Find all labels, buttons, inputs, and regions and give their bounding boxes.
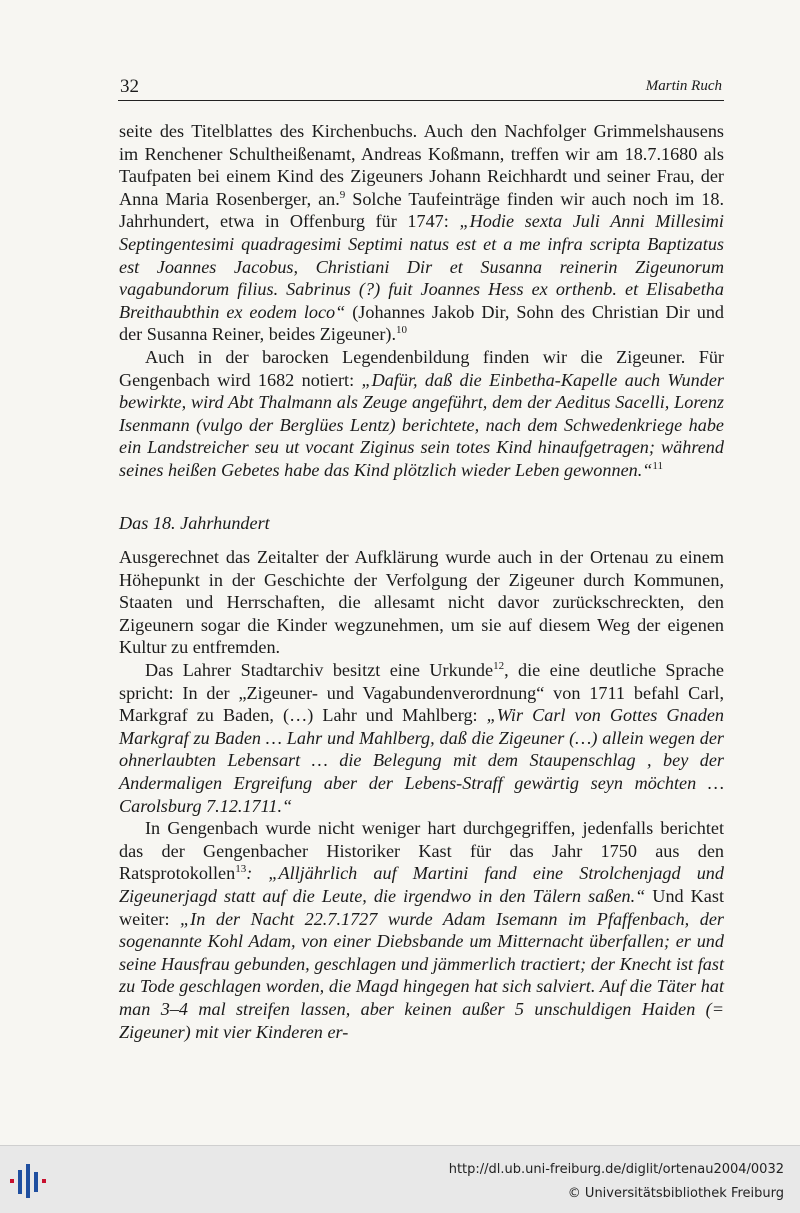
text: seite des Titelblattes des Kirchenbuchs. Auch den Nachfolger Grimmelshausens im Renchener Schultheißenamt, Andreas Koßmann, treffen wir am 18.7.1680 als Taufpaten bei einem Kind des Zigeuners Johann Reichhardt und seiner Frau, der Anna Maria Rosenberger, an. (119, 121, 724, 209)
text: , die eine deutliche Sprache spricht: In der „Zigeuner- und Vagabundenverordnung“ von 1711 befahl Carl, Markgraf zu Baden, (…) Lahr und Mahlberg: (119, 660, 725, 726)
footnote-ref: 13 (235, 863, 247, 876)
footnote-ref: 11 (652, 459, 664, 472)
footnote-ref: 9 (339, 188, 346, 201)
page-header (118, 72, 724, 101)
running-head-author: Martin Ruch (645, 78, 722, 94)
quote: „Dafür, daß die Einbetha-Kapelle auch Wunder bewirkte, wird Abt Thalmann als Zeuge angeführt, dem der Aeditus Sacelli, Lorenz Isenmann (vulgo der Berglües Lentz) berichtete, nach dem Schwedenkriege habe ein Landstreicher seu ut vocant Ziginus sein totes Kind hinaufgetragen; während seines heißen Gebetes habe das Kind plötzlich wieder Leben gewonnen.“ (119, 369, 724, 480)
paragraph (119, 346, 724, 482)
paragraph (119, 120, 724, 346)
text: In Gengenbach wurde nicht weniger hart durchgegriffen, jedenfalls berichtet das der Gengenbacher Historiker Kast für das Jahr 1750 aus den Ratsprotokollen (119, 818, 724, 884)
source-url-link[interactable]: http://dl.ub.uni-freiburg.de/diglit/ortenau2004/0032 (448, 1162, 784, 1177)
paragraph (119, 817, 724, 1043)
body-text (119, 120, 724, 1043)
paragraph: Ausgerechnet das Zeitalter der Aufklärung wurde auch in der Ortenau zu einem Höhepunkt in der Geschichte der Verfolgung der Zigeuner durch Kommunen, Staaten und Herrschaften, die allesamt nicht davor zurückschreckten, den Zigeunern sogar die Kinder wegzunehmen, um sie auf diesem Weg der eigenen Kultur zu entfremden. (119, 547, 724, 658)
quote: „Wir Carl von Gottes Gnaden Markgraf zu Baden … Lahr und Mahlberg, daß die Zigeuner (…) allein wegen der ohnerlaubten Lebensart … die Belegung mit dem Staupenschlag , bey der Andermaligen Ergreifung aber der Lebens-Straff gewärtig seyn möchten … Carolsburg 7.12.1711.“ (119, 705, 724, 816)
text: Auch in der barocken Legendenbildung finden wir die Zigeuner. Für Gengenbach wird 1682 notiert: (119, 346, 724, 390)
footnote-ref: 12 (493, 660, 505, 673)
text: Das Lahrer Stadtarchiv besitzt eine Urkunde (145, 660, 494, 681)
copyright-text: © Universitätsbibliothek Freiburg (567, 1186, 784, 1201)
text: Solche Taufeinträge finden wir auch noch im 18. Jahrhundert, etwa in Offenburg für 1747: (119, 188, 724, 232)
text: (Johannes Jakob Dir, Sohn des Christian Dir und der Susanna Reiner, beides Zigeuner). (119, 301, 725, 345)
paragraph (119, 659, 724, 817)
section-heading: Das 18. Jahrhundert (119, 512, 270, 533)
footnote-ref: 10 (396, 324, 408, 337)
page-number: 32 (120, 76, 139, 97)
digital-library-footer (0, 1145, 800, 1213)
latin-quote: „Hodie sexta Juli Anni Millesimi Septingentesimi quadragesimi Septimi natus est et a me infra scripta Baptizatus est Joannes Jacobus, Christiani Dir et Susanna reinerin Zigeunorum vagabundorum filius. Sabrinus (?) fuit Joannes Hess ex orthenb. et Elisabetha Breithaubthin ex eodem loco“ (119, 211, 724, 322)
quote: : „Alljährlich auf Martini fand eine Strolchenjagd und Zigeunerjagd statt auf die Leute, die irgendwo in den Tälern saßen.“ (119, 863, 724, 906)
text: Und Kast weiter: (119, 886, 724, 929)
library-logo-icon (10, 1164, 50, 1198)
quote: „In der Nacht 22.7.1727 wurde Adam Isemann im Pfaffenbach, der sogenannte Kohl Adam, von einer Diebsbande um Mitternacht überfallen; er und seine Hausfrau gebunden, geschlagen und jämmerlich tractiert; der Knecht ist fast zu Tode geschlagen worden, die Magd hingegen hat sich salviert. Auf die Täter hat man 3–4 mal streifen lassen, aber keinen außer 5 unschuldigen Haiden (= Zigeuner) mit vier Kinderen er- (119, 908, 724, 1042)
